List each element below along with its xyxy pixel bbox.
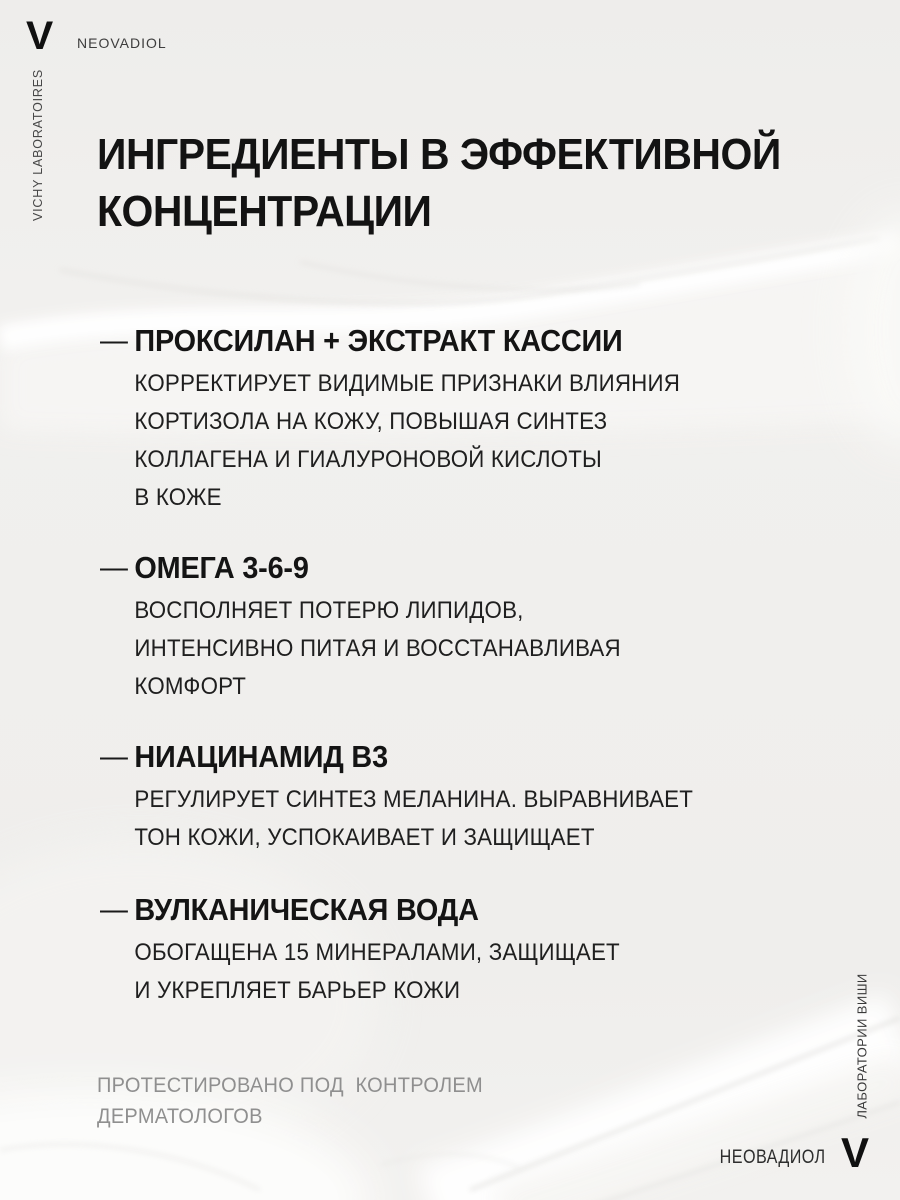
bullet-dash: — [100, 551, 128, 584]
dermatologist-note-line-2: ДЕРМАТОЛОГОВ [97, 1104, 263, 1128]
ingredient-title: НИАЦИНАМИД В3 [134, 739, 388, 774]
ingredient-item-volcanic-water [100, 892, 807, 1010]
ingredient-item-proxylane [100, 323, 807, 517]
ingredient-item-omega [100, 550, 807, 706]
vichy-laboratoires-vertical-label: VICHY LABORATOIRES [31, 69, 45, 221]
ingredient-description [134, 365, 806, 517]
page-title-line-1: ИНГРЕДИЕНТЫ В ЭФФЕКТИВНОЙ [97, 130, 781, 179]
ingredient-title: ПРОКСИЛАН + ЭКСТРАКТ КАССИИ [134, 323, 623, 358]
ingredient-title: ОМЕГА 3-6-9 [134, 550, 309, 585]
ingredient-desc-line: И УКРЕПЛЯЕТ БАРЬЕР КОЖИ [134, 977, 461, 1004]
ingredient-title: ВУЛКАНИЧЕСКАЯ ВОДА [134, 892, 479, 927]
ingredient-description [134, 781, 806, 857]
ingredient-desc-line: ТОН КОЖИ, УСПОКАИВАЕТ И ЗАЩИЩАЕТ [134, 824, 595, 851]
ingredient-description [134, 592, 806, 706]
dermatologist-note-line-1: ПРОТЕСТИРОВАНО ПОД КОНТРОЛЕМ [97, 1073, 483, 1097]
ingredient-desc-line: КОЛЛАГЕНА И ГИАЛУРОНОВОЙ КИСЛОТЫ [134, 446, 602, 473]
ingredient-desc-line: ИНТЕНСИВНО ПИТАЯ И ВОССТАНАВЛИВАЯ [134, 635, 621, 662]
vichy-v-logo-top: V [26, 14, 54, 58]
ingredient-desc-line: В КОЖЕ [134, 484, 222, 511]
ingredient-desc-line: ВОСПОЛНЯЕТ ПОТЕРЮ ЛИПИДОВ, [134, 597, 524, 624]
bullet-dash: — [100, 893, 128, 926]
ingredient-description [134, 934, 806, 1010]
ingredient-list [100, 323, 807, 1010]
vichy-laboratories-vertical-label-ru: ЛАБОРАТОРИИ ВИШИ [854, 973, 870, 1119]
dermatologist-tested-note [97, 1070, 483, 1132]
vichy-v-logo-bottom: V [841, 1129, 870, 1176]
page-title-line-2: КОНЦЕНТРАЦИИ [97, 187, 432, 236]
ingredient-desc-line: КОРРЕКТИРУЕТ ВИДИМЫЕ ПРИЗНАКИ ВЛИЯНИЯ [134, 370, 681, 397]
product-name-ru: НЕОВАДИОЛ [720, 1147, 826, 1168]
bullet-dash: — [100, 740, 128, 773]
ingredient-desc-line: РЕГУЛИРУЕТ СИНТЕЗ МЕЛАНИНА. ВЫРАВНИВАЕТ [134, 786, 694, 813]
product-line-label: NEOVADIOL [77, 35, 167, 51]
ingredient-item-niacinamide [100, 739, 807, 857]
page-title [97, 126, 781, 240]
ingredient-desc-line: КОМФОРТ [134, 673, 247, 700]
ingredient-desc-line: ОБОГАЩЕНА 15 МИНЕРАЛАМИ, ЗАЩИЩАЕТ [134, 939, 620, 966]
ingredient-desc-line: КОРТИЗОЛА НА КОЖУ, ПОВЫШАЯ СИНТЕЗ [134, 408, 608, 435]
bullet-dash: — [100, 324, 128, 357]
